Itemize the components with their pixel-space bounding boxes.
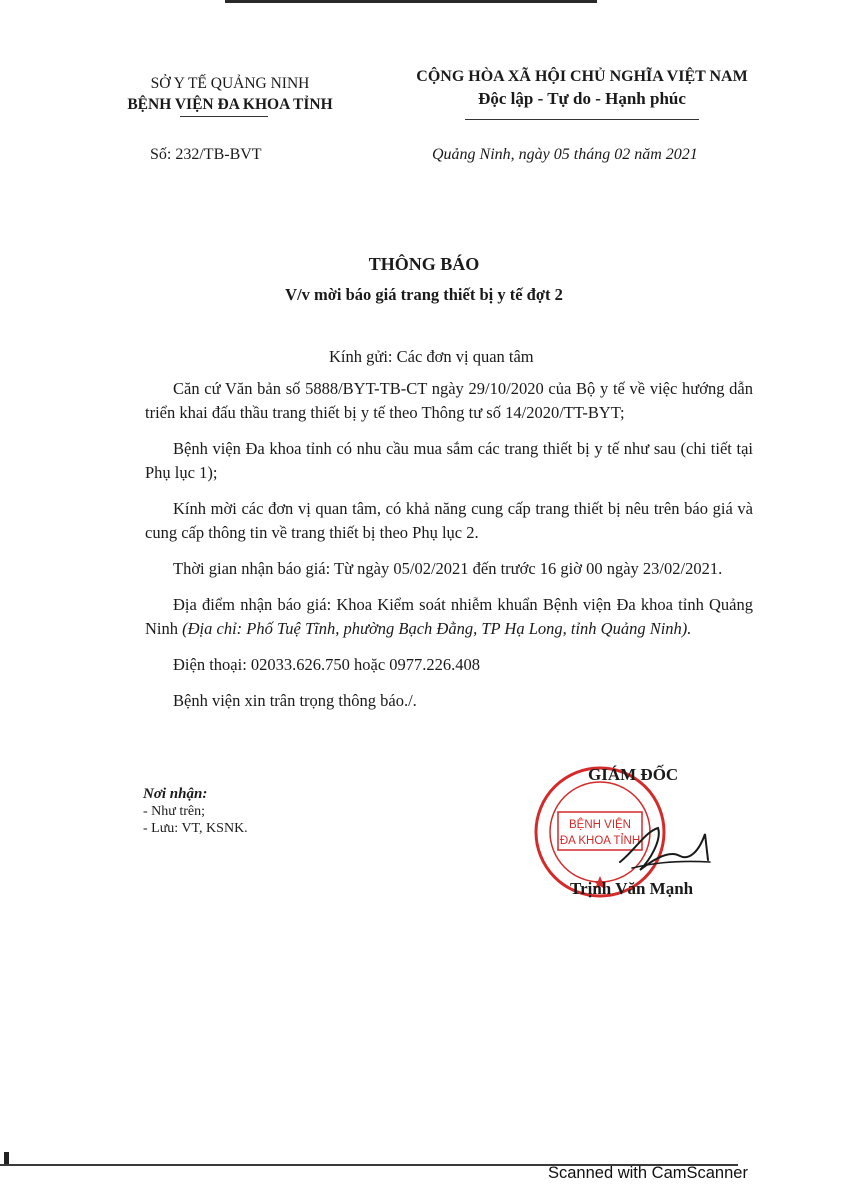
document-number: Số: 232/TB-BVT bbox=[150, 146, 262, 163]
recipient-item: - Như trên; bbox=[143, 804, 206, 819]
paragraph-legal-basis: Căn cứ Văn bản số 5888/BYT-TB-CT ngày 29/10/2020 của Bộ y tế về việc hướng dẫn triển khai đấu thầu trang thiết bị y tế theo Thông tư số 14/2020/TT-BYT; bbox=[145, 379, 753, 422]
national-motto: Độc lập - Tự do - Hạnh phúc bbox=[478, 89, 686, 108]
recipients-label: Nơi nhận: bbox=[143, 786, 208, 802]
scan-mark bbox=[4, 1152, 9, 1164]
location-address: (Địa chỉ: Phố Tuệ Tĩnh, phường Bạch Đằng, TP Hạ Long, tỉnh Quảng Ninh). bbox=[182, 619, 692, 638]
stamp-line-1: BỆNH VIỆN bbox=[569, 819, 631, 831]
paragraph-location bbox=[145, 593, 753, 641]
location-text: Địa điểm nhận báo giá: Khoa Kiểm soát nhiễm khuẩn Bệnh viện Đa khoa tỉnh Quảng Ninh bbox=[145, 595, 753, 638]
handwritten-signature bbox=[610, 820, 720, 880]
scanner-watermark: Scanned with CamScanner bbox=[548, 1164, 748, 1182]
paragraph-phone: Điện thoại: 02033.626.750 hoặc 0977.226.408 bbox=[173, 655, 481, 674]
paragraph-closing: Bệnh viện xin trân trọng thông báo./. bbox=[173, 691, 417, 710]
issuer-hospital: BỆNH VIỆN ĐA KHOA TỈNH bbox=[127, 96, 333, 113]
recipients-block bbox=[143, 786, 248, 837]
scan-edge-top bbox=[225, 0, 597, 3]
document-title: THÔNG BÁO bbox=[368, 254, 480, 274]
paragraph-procurement-need: Bệnh viện Đa khoa tỉnh có nhu cầu mua sắm các trang thiết bị y tế như sau (chi tiết tại Phụ lục 1); bbox=[145, 439, 753, 482]
issuer-org: SỞ Y TẾ QUẢNG NINH bbox=[150, 75, 310, 92]
paragraph-invitation: Kính mời các đơn vị quan tâm, có khả năng cung cấp trang thiết bị nêu trên báo giá và cung cấp thông tin về trang thiết bị theo Phụ lục 2. bbox=[145, 499, 753, 542]
recipient-item: - Lưu: VT, KSNK. bbox=[143, 821, 248, 836]
paragraph-deadline: Thời gian nhận báo giá: Từ ngày 05/02/2021 đến trước 16 giờ 00 ngày 23/02/2021. bbox=[173, 559, 723, 578]
document-date: Quảng Ninh, ngày 05 tháng 02 năm 2021 bbox=[432, 146, 698, 163]
national-header bbox=[388, 66, 776, 110]
signatory-name: Trịnh Văn Mạnh bbox=[570, 879, 694, 898]
national-title: CỘNG HÒA XÃ HỘI CHỦ NGHĨA VIỆT NAM bbox=[416, 68, 748, 85]
greeting: Kính gửi: Các đơn vị quan tâm bbox=[329, 347, 534, 366]
document-body bbox=[145, 345, 753, 725]
issuer-block bbox=[90, 73, 370, 115]
signatory-title: GIÁM ĐỐC bbox=[588, 765, 679, 784]
motto-underline bbox=[465, 119, 699, 120]
document-subtitle: V/v mời báo giá trang thiết bị y tế đợt 2 bbox=[285, 285, 563, 304]
stamp-line-2: ĐA KHOA TỈNH bbox=[559, 835, 641, 847]
issuer-underline bbox=[180, 116, 268, 117]
